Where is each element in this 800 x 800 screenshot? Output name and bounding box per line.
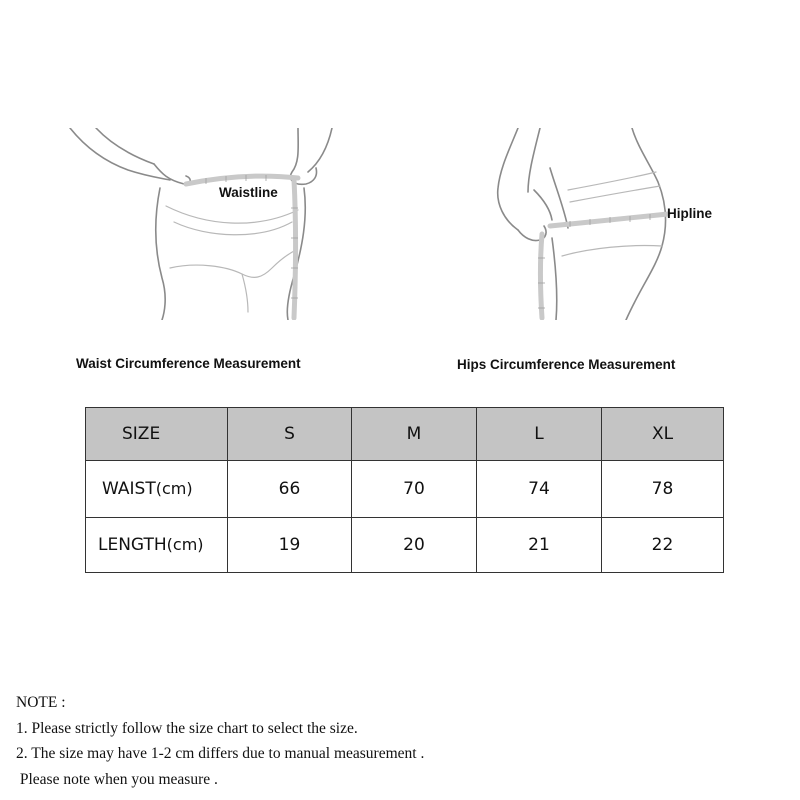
length-value-m: 20 <box>352 518 477 573</box>
note-title: NOTE : <box>16 694 66 711</box>
size-m-header: M <box>352 408 477 461</box>
size-header-label: SIZE <box>86 408 228 461</box>
size-header-row <box>86 408 724 461</box>
notes-section <box>16 690 424 792</box>
waist-unit: (cm) <box>155 479 193 498</box>
length-value-l: 21 <box>477 518 602 573</box>
size-s-header: S <box>228 408 352 461</box>
size-l-header: L <box>477 408 602 461</box>
length-label: LENGTH <box>98 535 167 555</box>
waist-value-xl: 78 <box>602 461 724 518</box>
length-row-label <box>86 518 228 573</box>
length-row <box>86 518 724 573</box>
waist-label: WAIST <box>102 479 156 499</box>
waist-value-l: 74 <box>477 461 602 518</box>
size-chart-table <box>85 407 724 573</box>
hipline-label: Hipline <box>667 206 713 221</box>
waist-value-s: 66 <box>228 461 352 518</box>
length-value-xl: 22 <box>602 518 724 573</box>
note-line-3: Please note when you measure . <box>16 770 218 788</box>
waist-value-m: 70 <box>352 461 477 518</box>
length-value-s: 19 <box>228 518 352 573</box>
note-line-2: 2. The size may have 1-2 cm differs due to manual measurement . <box>16 745 425 762</box>
waistline-label: Waistline <box>219 185 278 200</box>
waist-row <box>86 461 724 518</box>
hips-measurement-caption: Hips Circumference Measurement <box>457 357 676 372</box>
waist-row-label <box>86 461 228 518</box>
note-line-1: 1. Please strictly follow the size chart to select the size. <box>16 719 358 737</box>
size-xl-header: XL <box>602 408 724 461</box>
waist-measurement-caption: Waist Circumference Measurement <box>76 356 301 371</box>
hips-illustration <box>400 128 736 320</box>
length-unit: (cm) <box>166 535 204 554</box>
waist-sketch <box>36 128 388 320</box>
hips-sketch <box>400 128 736 320</box>
waist-illustration <box>36 128 388 320</box>
